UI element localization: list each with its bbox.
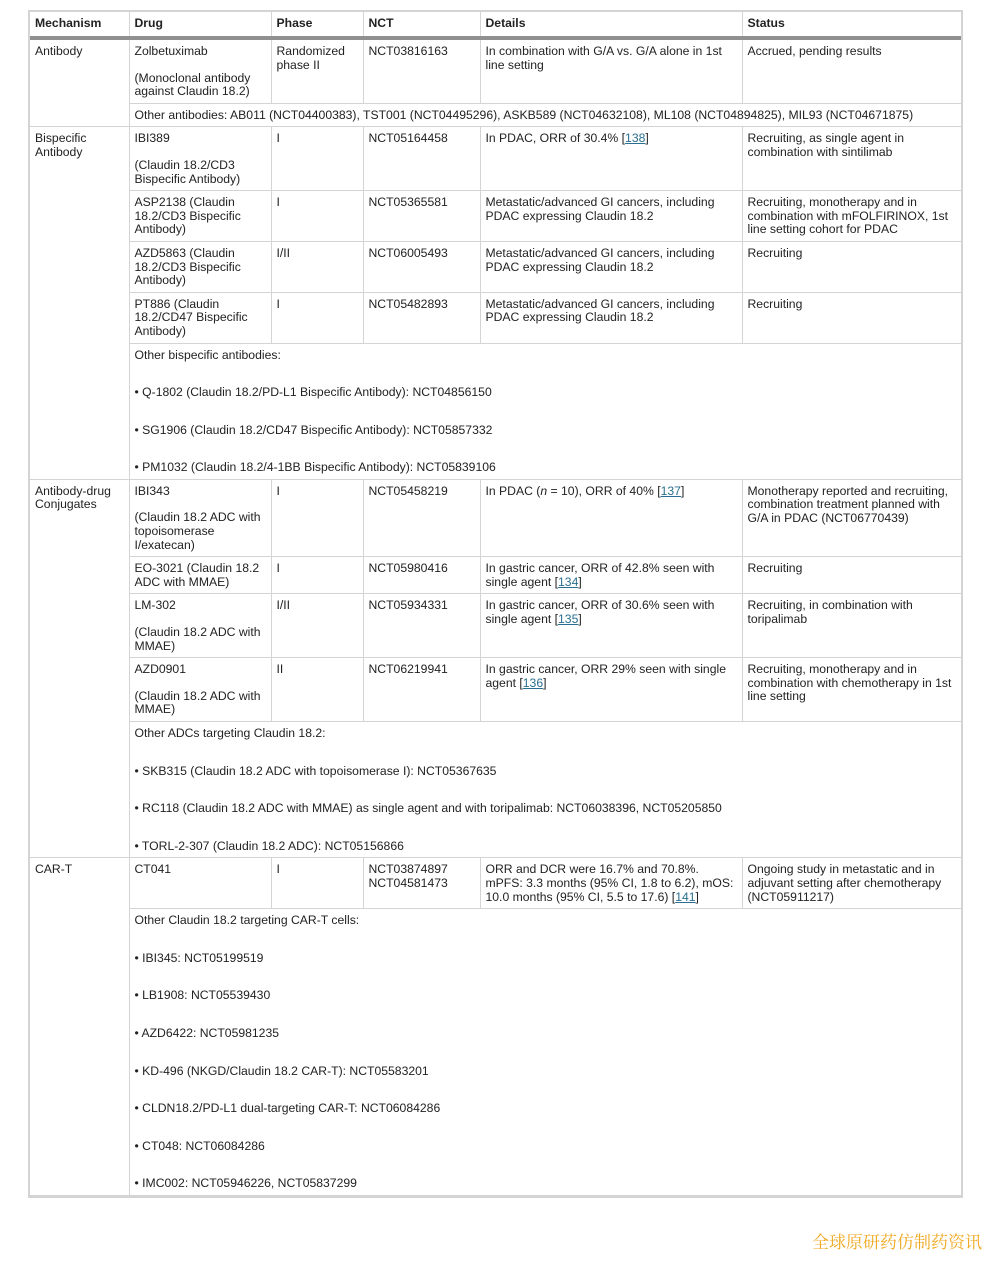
other-agent-item: • LB1908: NCT05539430 [134, 988, 271, 1003]
details-text: In gastric cancer, ORR of 30.6% seen with single agent [ [485, 598, 715, 627]
table-row [30, 594, 961, 658]
details-text-end: ] [645, 131, 649, 146]
mechanism-cell [30, 479, 129, 858]
nct-cell [363, 127, 480, 191]
details-cell [480, 594, 742, 658]
status-text: Recruiting, as single agent in combination with sintilimab [747, 131, 904, 159]
nct-cell [363, 557, 480, 594]
phase-value: I [276, 195, 280, 210]
other-agent-item: • SKB315 (Claudin 18.2 ADC with topoisomerase I): NCT05367635 [134, 763, 497, 778]
nct-number: NCT03816163 [368, 44, 448, 58]
nct-number: NCT06005493 [368, 245, 448, 260]
table-row [30, 858, 961, 909]
table-row [30, 292, 961, 343]
details-text: In PDAC, ORR of 30.4% [ [485, 131, 626, 146]
nct-number: NCT03874897 NCT04581473 [368, 862, 448, 890]
drug-cell [129, 38, 271, 103]
drug-name: EO-3021 (Claudin 18.2 ADC with MMAE) [134, 561, 260, 589]
phase-cell [271, 858, 363, 909]
table-body [30, 38, 961, 1195]
table-row [30, 38, 961, 103]
drug-name: CT041 [134, 862, 172, 877]
details-text: Metastatic/advanced GI cancers, including PDAC expressing Claudin 18.2 [485, 296, 715, 325]
table-row [30, 191, 961, 242]
status-text: Accrued, pending results [747, 44, 882, 58]
other-agents-cell [129, 722, 961, 858]
phase-value: II [276, 662, 284, 677]
phase-cell [271, 658, 363, 722]
details-text: In PDAC ( [485, 483, 541, 498]
other-agents-cell [129, 909, 961, 1196]
drug-name: IBI343 [134, 483, 170, 498]
drug-name: AZD5863 (Claudin 18.2/CD3 Bispecific Antibody) [134, 245, 241, 288]
details-cell [480, 292, 742, 343]
reference-link[interactable]: 136 [522, 675, 544, 690]
other-agent-item: • AZD6422: NCT05981235 [134, 1025, 280, 1040]
drug-name: Zolbetuximab [134, 44, 208, 58]
phase-value: I [276, 561, 280, 576]
mechanism-cell [30, 858, 129, 1196]
nct-cell [363, 594, 480, 658]
claudin-trials-table [30, 12, 961, 1196]
other-agent-item: • RC118 (Claudin 18.2 ADC with MMAE) as single agent and with toripalimab: NCT06038396, NCT05205850 [134, 801, 722, 816]
details-text: In combination with G/A vs. G/A alone in 1st line setting [485, 44, 722, 72]
status-cell [742, 557, 961, 594]
details-italic: n [540, 483, 548, 498]
details-text: In gastric cancer, ORR of 42.8% seen with single agent [ [485, 561, 715, 589]
phase-value: Randomized phase II [276, 44, 345, 72]
other-agent-item: • KD-496 (NKGD/Claudin 18.2 CAR-T): NCT05583201 [134, 1063, 429, 1078]
status-cell [742, 38, 961, 103]
nct-cell [363, 191, 480, 242]
other-agents-cell [129, 103, 961, 127]
other-agent-item: • CLDN18.2/PD-L1 dual-targeting CAR-T: NCT06084286 [134, 1101, 441, 1116]
table-row [30, 479, 961, 556]
drug-description: (Monoclonal antibody against Claudin 18.2) [134, 70, 251, 99]
nct-cell [363, 292, 480, 343]
mechanism-label: Antibody-drug Conjugates [35, 483, 111, 512]
drug-description: (Claudin 18.2/CD3 Bispecific Antibody) [134, 157, 241, 186]
table-row [30, 241, 961, 292]
details-text: Metastatic/advanced GI cancers, including PDAC expressing Claudin 18.2 [485, 195, 715, 223]
nct-number: NCT05934331 [368, 598, 448, 613]
status-cell [742, 292, 961, 343]
table-row [30, 658, 961, 722]
drug-name: PT886 (Claudin 18.2/CD47 Bispecific Antibody) [134, 296, 248, 338]
other-agent-item: • IMC002: NCT05946226, NCT05837299 [134, 1176, 357, 1191]
nct-number: NCT05164458 [368, 131, 448, 146]
phase-cell [271, 127, 363, 191]
drug-cell [129, 241, 271, 292]
header-nct: NCT [363, 12, 480, 38]
phase-cell [271, 479, 363, 556]
drug-description: (Claudin 18.2 ADC with MMAE) [134, 625, 261, 653]
phase-cell [271, 594, 363, 658]
nct-number: NCT06219941 [368, 662, 448, 677]
drug-description: (Claudin 18.2 ADC with MMAE) [134, 688, 261, 717]
details-text: In gastric cancer, ORR 29% seen with single agent [ [485, 662, 726, 690]
table-row [30, 127, 961, 191]
header-status: Status [742, 12, 961, 38]
trials-table-container [28, 10, 963, 1198]
details-text-end: ] [543, 675, 547, 690]
details-cell [480, 479, 742, 556]
mechanism-label: Bispecific Antibody [35, 131, 87, 159]
nct-cell [363, 38, 480, 103]
nct-cell [363, 658, 480, 722]
other-agent-item: • CT048: NCT06084286 [134, 1138, 265, 1153]
phase-cell [271, 292, 363, 343]
status-cell [742, 858, 961, 909]
other-agent-item: • TORL-2-307 (Claudin 18.2 ADC): NCT05156866 [134, 838, 404, 853]
drug-cell [129, 658, 271, 722]
reference-link[interactable]: 137 [660, 483, 681, 498]
status-text: Recruiting [747, 561, 803, 576]
status-cell [742, 191, 961, 242]
spacer [135, 677, 266, 690]
status-cell [742, 658, 961, 722]
nct-number: NCT05458219 [368, 483, 448, 498]
other-agents-title: Other antibodies: AB011 (NCT04400383), TST001 (NCT04495296), ASKB589 (NCT04632108), ML108 (NCT04894825), MIL93 (NCT04671875) [134, 107, 914, 122]
watermark: 全球原研药仿制药资讯 [812, 1233, 982, 1253]
phase-value: I/II [276, 245, 291, 260]
reference-link[interactable]: 138 [625, 131, 646, 146]
mechanism-label: Antibody [35, 44, 83, 58]
drug-cell [129, 292, 271, 343]
status-cell [742, 241, 961, 292]
reference-link[interactable]: 134 [558, 574, 579, 589]
other-agents-row [30, 909, 961, 1196]
status-text: Recruiting, monotherapy and in combination with mFOLFIRINOX, 1st line setting cohort for PDAC [747, 195, 948, 237]
drug-name: ASP2138 (Claudin 18.2/CD3 Bispecific Antibody) [134, 195, 241, 237]
status-cell [742, 594, 961, 658]
details-text-end: ] [578, 574, 582, 589]
other-agents-row [30, 343, 961, 479]
status-text: Ongoing study in metastatic and in adjuvant setting after chemotherapy (NCT05911217) [747, 862, 942, 904]
nct-number: NCT05482893 [368, 296, 448, 311]
other-agents-title: Other Claudin 18.2 targeting CAR-T cells: [134, 913, 360, 928]
header-phase: Phase [271, 12, 363, 38]
drug-cell [129, 858, 271, 909]
details-cell [480, 858, 742, 909]
phase-value: I [276, 862, 280, 877]
nct-number: NCT05980416 [368, 561, 448, 576]
phase-value: I/II [276, 598, 291, 613]
phase-cell [271, 557, 363, 594]
header-mechanism: Mechanism [30, 12, 129, 38]
drug-cell [129, 594, 271, 658]
details-text-end: ] [680, 483, 685, 498]
reference-link[interactable]: 141 [675, 889, 696, 904]
other-agents-title: Other ADCs targeting Claudin 18.2: [134, 726, 326, 740]
details-cell [480, 38, 742, 103]
status-text: Recruiting, in combination with toripalimab [747, 598, 913, 627]
header-details: Details [480, 12, 742, 38]
drug-name: AZD0901 [134, 662, 186, 677]
mechanism-cell [30, 38, 129, 127]
details-cell [480, 127, 742, 191]
phase-value: I [276, 296, 280, 311]
details-text-end: ] [695, 889, 699, 904]
reference-link[interactable]: 135 [558, 612, 579, 627]
details-cell [480, 557, 742, 594]
phase-cell [271, 191, 363, 242]
other-agent-item: • PM1032 (Claudin 18.2/4-1BB Bispecific Antibody): NCT05839106 [134, 460, 496, 475]
other-agent-item: • SG1906 (Claudin 18.2/CD47 Bispecific Antibody): NCT05857332 [134, 422, 493, 437]
details-text: Metastatic/advanced GI cancers, including PDAC expressing Claudin 18.2 [485, 245, 715, 274]
status-cell [742, 127, 961, 191]
table-row [30, 557, 961, 594]
details-cell [480, 658, 742, 722]
status-text: Recruiting [747, 296, 803, 311]
status-text: Recruiting [747, 245, 803, 260]
other-agents-row [30, 103, 961, 127]
nct-number: NCT05365581 [368, 195, 448, 210]
phase-value: I [276, 131, 280, 146]
other-agents-row [30, 722, 961, 858]
drug-name: IBI389 [134, 131, 170, 146]
nct-cell [363, 858, 480, 909]
drug-cell [129, 127, 271, 191]
details-cell [480, 191, 742, 242]
details-text: ORR and DCR were 16.7% and 70.8%. mPFS: 3.3 months (95% CI, 1.8 to 6.2), mOS: 10.0 months (95% CI, 5.5 to 17.6) [ [485, 862, 734, 904]
drug-description: (Claudin 18.2 ADC with topoisomerase I/exatecan) [134, 510, 261, 552]
other-agent-item: • IBI345: NCT05199519 [134, 950, 264, 965]
status-text: Monotherapy reported and recruiting, combination treatment planned with G/A in PDAC (NCT06770439) [747, 483, 949, 526]
phase-cell [271, 38, 363, 103]
mechanism-cell [30, 127, 129, 480]
details-text-end: ] [578, 612, 582, 627]
drug-name: LM-302 [134, 598, 176, 613]
status-text: Recruiting, monotherapy and in combination with chemotherapy in 1st line setting [747, 662, 952, 704]
details-cell [480, 241, 742, 292]
header-drug: Drug [129, 12, 271, 38]
phase-cell [271, 241, 363, 292]
nct-cell [363, 479, 480, 556]
mechanism-label: CAR-T [35, 862, 73, 877]
nct-cell [363, 241, 480, 292]
header-row [30, 12, 961, 38]
spacer [135, 59, 266, 72]
status-cell [742, 479, 961, 556]
other-agent-item: • Q-1802 (Claudin 18.2/PD-L1 Bispecific Antibody): NCT04856150 [134, 385, 492, 400]
details-text-mid: = 10), ORR of 40% [ [547, 483, 661, 498]
drug-cell [129, 557, 271, 594]
drug-cell [129, 191, 271, 242]
other-agents-cell [129, 343, 961, 479]
other-agents-title: Other bispecific antibodies: [134, 347, 281, 362]
phase-value: I [276, 483, 280, 498]
drug-cell [129, 479, 271, 556]
